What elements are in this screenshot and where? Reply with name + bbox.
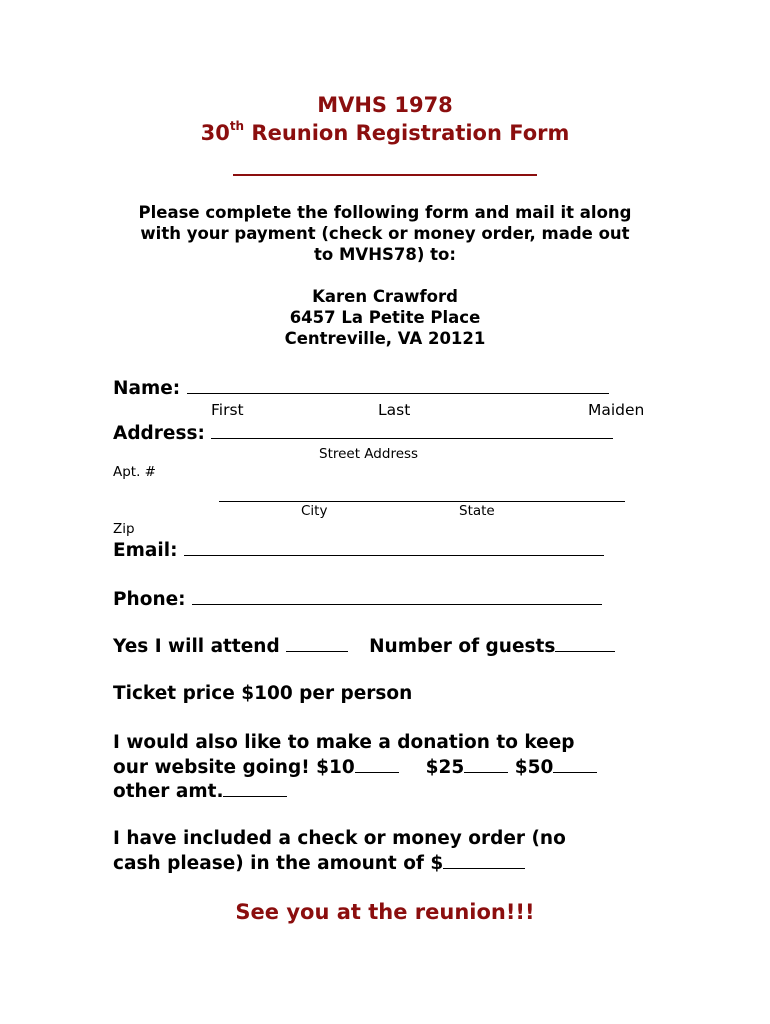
- state-sublabel: State: [459, 503, 495, 519]
- donation-50-input-line[interactable]: [553, 756, 597, 773]
- other-amount-input-line[interactable]: [223, 780, 287, 797]
- intro-line-1: Please complete the following form and mail it along: [138, 203, 632, 222]
- form-title: MVHS 1978: [317, 93, 453, 117]
- attend-row: [113, 635, 615, 657]
- address-label: Address:: [113, 423, 205, 444]
- attend-input-line[interactable]: [286, 635, 348, 652]
- last-sublabel: Last: [378, 401, 411, 419]
- mail-to-street: 6457 La Petite Place: [289, 308, 481, 327]
- first-sublabel: First: [211, 401, 244, 419]
- subtitle-text: Reunion Registration Form: [244, 121, 570, 145]
- mail-to-name: Karen Crawford: [312, 287, 458, 306]
- phone-label: Phone:: [113, 589, 186, 610]
- payment-line-1: I have included a check or money order (no: [113, 828, 566, 849]
- phone-row: [113, 588, 602, 610]
- email-label: Email:: [113, 540, 178, 561]
- street-address-input-line[interactable]: [211, 422, 613, 439]
- name-label: Name:: [113, 378, 181, 399]
- name-input-line[interactable]: [187, 377, 609, 394]
- payment-amount-label: cash please) in the amount of $: [113, 853, 444, 874]
- donation-25-label: $25: [425, 757, 465, 778]
- donation-25-input-line[interactable]: [464, 756, 508, 773]
- donation-10-label: our website going! $10: [113, 757, 355, 778]
- name-row: [113, 377, 609, 399]
- address-row: [113, 422, 613, 444]
- intro-line-2: with your payment (check or money order, made out: [140, 224, 630, 243]
- street-address-sublabel: Street Address: [319, 446, 419, 462]
- guests-input-line[interactable]: [555, 635, 615, 652]
- donation-line-3: [113, 780, 287, 802]
- email-row: [113, 539, 604, 561]
- mail-to-city: Centreville, VA 20121: [284, 329, 486, 348]
- zip-label: Zip: [113, 521, 135, 537]
- city-sublabel: City: [301, 503, 328, 519]
- title-underline: [233, 174, 537, 176]
- donation-10-input-line[interactable]: [355, 756, 399, 773]
- maiden-sublabel: Maiden: [588, 401, 645, 419]
- donation-50-label: $50: [514, 757, 554, 778]
- donation-line-1: I would also like to make a donation to keep: [113, 732, 575, 753]
- city-state-input-line[interactable]: [219, 485, 625, 502]
- donation-line-2: [113, 756, 597, 778]
- email-input-line[interactable]: [184, 539, 604, 556]
- phone-input-line[interactable]: [192, 588, 602, 605]
- attend-label: Yes I will attend: [113, 636, 280, 657]
- apt-label: Apt. #: [113, 464, 156, 480]
- payment-amount-input-line[interactable]: [443, 852, 525, 869]
- ordinal-suffix: th: [229, 119, 245, 133]
- ordinal-number: 30: [200, 121, 230, 145]
- intro-line-3: to MVHS78) to:: [314, 245, 456, 264]
- payment-line-2: [113, 852, 525, 874]
- guests-label: Number of guests: [369, 636, 556, 657]
- ticket-price: Ticket price $100 per person: [113, 683, 413, 704]
- form-subtitle: [0, 121, 770, 145]
- other-amount-label: other amt.: [113, 781, 224, 802]
- closing-message: See you at the reunion!!!: [235, 900, 535, 924]
